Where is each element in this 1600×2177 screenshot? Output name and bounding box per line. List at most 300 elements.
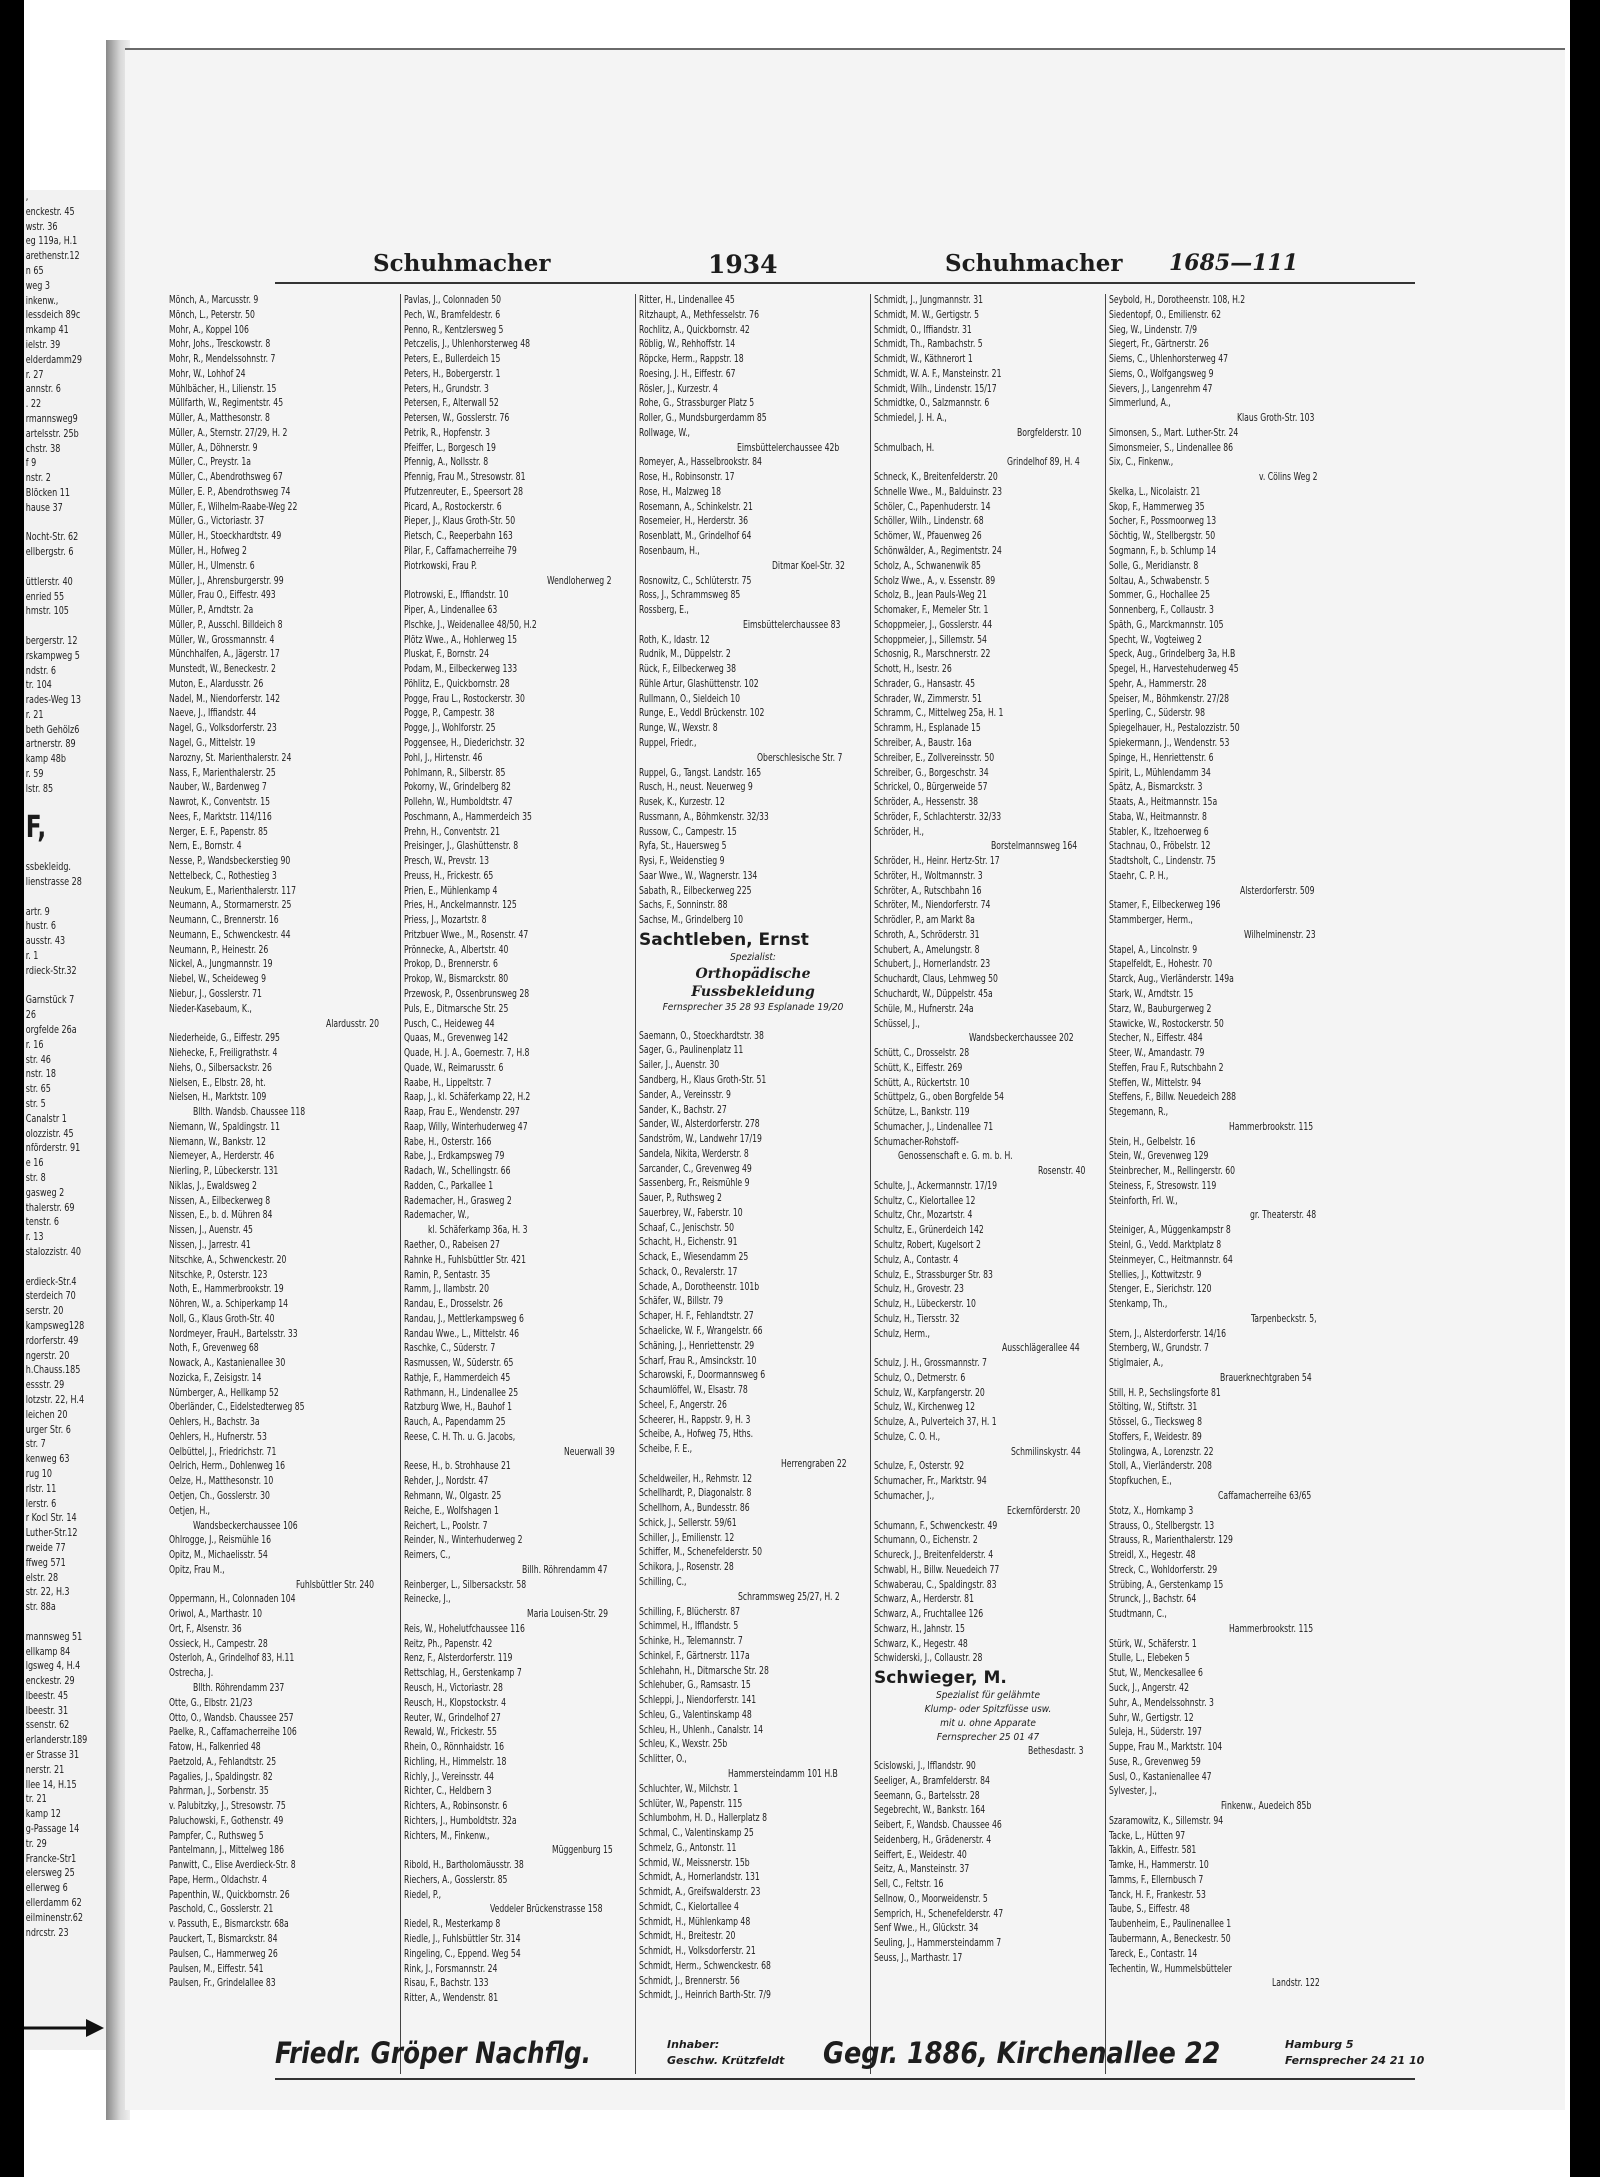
entry-text: Schwiderski, J., Collaustr. 28	[874, 1653, 983, 1665]
entry-text: Schüssel, J.,	[874, 1018, 920, 1030]
entry-text: Munstedt, W., Beneckestr. 2	[169, 664, 276, 676]
directory-entry	[639, 767, 867, 782]
entry-text: Nissen, E., b. d. Mühren 84	[169, 1210, 273, 1222]
entry-text: Strauss, R., Marienthalerstr. 129	[1109, 1535, 1233, 1547]
directory-entry	[169, 1800, 397, 1815]
directory-entry	[169, 781, 397, 796]
entry-text: Mönch, L., Peterstr. 50	[169, 309, 255, 321]
directory-entry	[639, 826, 867, 841]
entry-text: Radden, C., Parkallee 1	[404, 1180, 494, 1192]
advertiser-name: Schwieger, M.	[874, 1668, 1007, 1689]
entry-continuation	[404, 1564, 632, 1579]
fragment-line: kenweg 63	[25, 1453, 70, 1466]
entry-text: Pape, Herm., Oldachstr. 4	[169, 1874, 267, 1886]
advertiser-detail: Spezialist für gelähmte	[936, 1690, 1040, 1702]
entry-text: Stark, W., Arndtstr. 15	[1109, 988, 1194, 1000]
directory-entry	[169, 973, 397, 988]
entry-text: Scharowski, F., Doormannsweg 6	[639, 1370, 766, 1382]
directory-entry	[639, 1251, 867, 1266]
entry-text: Pogge, Frau L., Rostockerstr. 30	[404, 693, 525, 705]
entry-text: Techentin, W., Hummelsbütteler	[1109, 1963, 1232, 1975]
directory-entry	[874, 737, 1102, 752]
directory-entry	[874, 545, 1102, 560]
entry-text: Skop, F., Hammerweg 35	[1109, 501, 1205, 513]
entry-text: Roesing, J. H., Eiffestr. 67	[639, 368, 736, 380]
entry-text: Peters, H., Grundstr. 3	[404, 383, 489, 395]
directory-entry	[639, 486, 867, 501]
entry-text: Paetzold, A., Fehlandtstr. 25	[169, 1756, 277, 1768]
entry-text: Nass, F., Marienthalerstr. 25	[169, 767, 276, 779]
directory-entry	[874, 589, 1102, 604]
entry-text: Schiller, J., Emilienstr. 12	[639, 1532, 735, 1544]
directory-entry	[874, 1357, 1102, 1372]
fragment-line: ielstr. 39	[25, 338, 61, 351]
entry-text: Pahrman, J., Sorbenstr. 35	[169, 1786, 269, 1798]
directory-entry	[874, 870, 1102, 885]
entry-text: Poschmann, A., Hammerdeich 35	[404, 811, 532, 823]
directory-entry	[404, 1475, 632, 1490]
directory-entry	[639, 1133, 867, 1148]
directory-entry	[404, 397, 632, 412]
directory-entry	[169, 1416, 397, 1431]
directory-entry	[169, 1372, 397, 1387]
directory-entry	[169, 1475, 397, 1490]
directory-entry	[169, 678, 397, 693]
entry-text: Schilling, F., Blücherstr. 87	[639, 1606, 741, 1618]
entry-text: Raabe, H., Lippeltstr. 7	[404, 1077, 492, 1089]
entry-text: Müller, H., Stoeckhardtstr. 49	[169, 531, 282, 543]
fragment-line: str. 8	[25, 1172, 46, 1184]
directory-entry	[874, 1254, 1102, 1269]
entry-text: Schulz, H., Tiersstr. 32	[874, 1313, 960, 1325]
entry-text: Reiche, E., Wolfshagen 1	[404, 1505, 499, 1517]
directory-entry	[404, 722, 632, 737]
entry-text: Rösler, J., Kurzestr. 4	[639, 383, 718, 395]
entry-text: Paulsen, C., Hammerweg 26	[169, 1948, 278, 1960]
entry-text: Sogmann, F., b. Schlump 14	[1109, 546, 1217, 558]
entry-text: Sperling, C., Süderstr. 98	[1109, 708, 1205, 720]
entry-text: Müllfarth, W., Regimentstr. 45	[169, 398, 284, 410]
directory-entry	[874, 619, 1102, 634]
entry-text: Richly, J., Vereinsstr. 44	[404, 1771, 494, 1783]
advertisement-footer	[275, 2036, 1425, 2076]
entry-continuation	[1109, 1313, 1337, 1328]
entry-text: Ritzhaupt, A., Methfesselstr. 76	[639, 309, 759, 321]
entry-text: Reese, H., b. Strohhause 21	[404, 1461, 511, 1473]
entry-text: Suleja, H., Süderstr. 197	[1109, 1727, 1202, 1739]
directory-entry	[169, 648, 397, 663]
entry-text: Schmidt, Th., Rambachstr. 5	[874, 339, 983, 351]
entry-text: Rewald, W., Frickestr. 55	[404, 1727, 497, 1739]
directory-entry	[404, 1313, 632, 1328]
directory-entry	[1109, 634, 1337, 649]
directory-column-5	[1109, 294, 1337, 1992]
entry-text: Studtmann, C.,	[1109, 1609, 1167, 1621]
entry-text: Simmerlund, A.,	[1109, 398, 1171, 410]
directory-entry	[169, 1077, 397, 1092]
directory-entry	[1109, 1520, 1337, 1535]
directory-entry	[874, 353, 1102, 368]
directory-entry	[639, 1798, 867, 1813]
entry-text: Pfeiffer, L., Borgesch 19	[404, 442, 496, 454]
fragment-line: chstr. 38	[25, 442, 61, 455]
entry-text: Rosemeier, H., Herderstr. 36	[639, 516, 748, 528]
directory-entry	[639, 648, 867, 663]
entry-text: Ruppel, Friedr.,	[639, 737, 697, 749]
directory-entry	[874, 1608, 1102, 1623]
entry-text: Stein, W., Grevenweg 129	[1109, 1151, 1209, 1163]
directory-entry	[639, 1148, 867, 1163]
entry-text: Reinder, N., Winterhuderweg 2	[404, 1535, 523, 1547]
entry-text: Preuss, H., Frickestr. 65	[404, 870, 494, 882]
directory-entry	[1109, 1830, 1337, 1845]
entry-text: Paluchowski, F., Gothenstr. 49	[169, 1815, 284, 1827]
entry-text: Caffamacherreihe 63/65	[1217, 1491, 1312, 1503]
fragment-line: elderdamm29	[25, 353, 83, 366]
entry-text: Russmann, A., Böhmkenstr. 32/33	[639, 811, 769, 823]
entry-text: Steinforth, Frl. W.,	[1109, 1195, 1178, 1207]
entry-text: Oberschlesische Str. 7	[757, 752, 843, 764]
fragment-line: h.Chauss.185	[25, 1364, 81, 1377]
directory-entry	[1109, 855, 1337, 870]
entry-text: Paulsen, M., Eiffestr. 541	[169, 1963, 264, 1975]
directory-entry	[1109, 1948, 1337, 1963]
entry-text: Steiniger, A., Müggenkampstr 8	[1109, 1225, 1231, 1237]
directory-entry	[1109, 1003, 1337, 1018]
entry-text: Niemeyer, A., Herderstr. 46	[169, 1151, 275, 1163]
entry-text: Schoppmeier, J., Sillemstr. 54	[874, 634, 987, 646]
directory-entry	[874, 796, 1102, 811]
directory-entry	[169, 1431, 397, 1446]
entry-text: Stadtsholt, C., Lindenstr. 75	[1109, 856, 1216, 868]
entry-text: Schuchardt, W., Düppelstr. 45a	[874, 988, 993, 1000]
fragment-line: 26	[25, 1009, 36, 1022]
advertiser-detail: Spezialist:	[730, 951, 776, 963]
entry-text: Schellhorn, A., Bundesstr. 86	[639, 1503, 750, 1515]
directory-entry	[404, 1018, 632, 1033]
entry-text: Opitz, Frau M.,	[169, 1564, 225, 1576]
entry-text: Narozny, St. Marienthalerstr. 24	[169, 752, 292, 764]
entry-continuation	[404, 1844, 632, 1859]
entry-text: Noth, F., Grevenweg 68	[169, 1343, 259, 1355]
advertiser-specialty: Orthopädische	[695, 965, 811, 982]
directory-entry	[639, 1207, 867, 1222]
entry-text: Runge, W., Wexstr. 8	[639, 723, 718, 735]
directory-entry	[169, 456, 397, 471]
directory-entry	[874, 1475, 1102, 1490]
entry-text: Tamke, H., Hammerstr. 10	[1109, 1860, 1209, 1872]
entry-text: Stürk, W., Schäferstr. 1	[1109, 1638, 1197, 1650]
entry-text: Romeyer, A., Hasselbrookstr. 84	[639, 457, 762, 469]
entry-text: Strauss, O., Stellbergstr. 13	[1109, 1520, 1215, 1532]
entry-text: Skelka, L., Nicolaistr. 21	[1109, 486, 1201, 498]
directory-entry	[169, 826, 397, 841]
directory-entry	[169, 663, 397, 678]
entry-text: Radach, W., Schellingstr. 66	[404, 1166, 511, 1178]
fragment-line: tr. 21	[25, 1793, 47, 1806]
entry-text: Schubert, A., Amelungstr. 8	[874, 944, 980, 956]
fragment-line: leichen 20	[25, 1408, 68, 1421]
fragment-line: artelsstr. 25b	[25, 427, 79, 440]
directory-entry	[1109, 781, 1337, 796]
directory-entry	[874, 781, 1102, 796]
directory-entry	[1109, 1032, 1337, 1047]
directory-entry	[639, 1044, 867, 1059]
directory-entry	[169, 545, 397, 560]
entry-text: Schmal, C., Valentinskamp 25	[639, 1828, 754, 1840]
directory-entry	[1109, 1771, 1337, 1786]
directory-entry	[874, 914, 1102, 929]
directory-entry	[639, 1738, 867, 1753]
entry-text: Alardusstr. 20	[325, 1018, 379, 1030]
entry-continuation	[169, 1579, 397, 1594]
directory-entry	[874, 1623, 1102, 1638]
directory-entry	[1109, 1874, 1337, 1889]
entry-text: Schulz, O., Detmerstr. 6	[874, 1372, 966, 1384]
fragment-line: inkenw.,	[25, 294, 59, 307]
directory-entry	[1109, 1062, 1337, 1077]
directory-entry	[169, 1534, 397, 1549]
directory-entry	[1109, 722, 1337, 737]
fragment-line: artr. 9	[25, 905, 50, 918]
directory-entry	[639, 471, 867, 486]
entry-text: Noth, E., Hammerbrookstr. 19	[169, 1284, 284, 1296]
directory-entry	[169, 870, 397, 885]
entry-text: Rose, H., Robinsonstr. 17	[639, 472, 735, 484]
entry-text: Seuling, J., Hammersteindamm 7	[874, 1938, 1002, 1950]
entry-text: Seybold, H., Dorotheenstr. 108, H.2	[1109, 295, 1246, 306]
directory-entry	[404, 589, 632, 604]
directory-entry	[874, 826, 1102, 841]
entry-text: Nitschke, A., Schwenckestr. 20	[169, 1254, 287, 1266]
directory-entry	[874, 1922, 1102, 1937]
entry-text: Pluskat, F., Bornstr. 24	[404, 649, 489, 661]
entry-text: Schack, E., Wiesendamm 25	[639, 1252, 749, 1264]
entry-text: Sassenberg, Fr., Reismühle 9	[639, 1178, 750, 1190]
entry-text: Schlumbohm, H. D., Hallerplatz 8	[639, 1813, 768, 1825]
directory-entry	[169, 1785, 397, 1800]
entry-text: Rasmussen, W., Süderstr. 65	[404, 1358, 514, 1370]
directory-column-2	[404, 294, 632, 2007]
entry-text: Steffen, Frau F., Rutschbahn 2	[1109, 1062, 1224, 1074]
entry-text: Sylvester, J.,	[1109, 1786, 1157, 1798]
entry-text: Rink, J., Forsmannstr. 24	[404, 1963, 498, 1975]
directory-entry	[1109, 1416, 1337, 1431]
entry-text: Schack, O., Revalerstr. 17	[639, 1266, 738, 1278]
directory-entry	[404, 1150, 632, 1165]
entry-text: Schilling, C.,	[639, 1577, 687, 1589]
fragment-line	[24, 979, 95, 994]
entry-text: Schimmel, H., Ifflandstr. 5	[639, 1621, 739, 1633]
entry-text: Ramin, P., Sentastr. 35	[404, 1269, 491, 1281]
directory-entry	[874, 885, 1102, 900]
entry-text: Müller, A., Döhnerstr. 9	[169, 442, 258, 454]
directory-entry	[404, 1726, 632, 1741]
directory-entry	[169, 752, 397, 767]
fragment-line: er Strasse 31	[25, 1749, 80, 1762]
entry-text: Schleu, K., Wexstr. 25b	[639, 1739, 728, 1751]
directory-entry	[639, 1118, 867, 1133]
directory-entry	[169, 471, 397, 486]
entry-text: Schnelle Wwe., M., Balduinstr. 23	[874, 486, 1003, 498]
fragment-line: f 9	[25, 457, 37, 470]
entry-text: Simonsmeier, S., Lindenallee 86	[1109, 442, 1234, 454]
directory-entry	[639, 1059, 867, 1074]
entry-continuation	[1109, 929, 1337, 944]
entry-text: Randau, J., Mettlerkampsweg 6	[404, 1313, 524, 1325]
entry-text: Nawrot, K., Conventstr. 15	[169, 797, 270, 809]
directory-entry	[639, 324, 867, 339]
directory-entry	[874, 1136, 1102, 1151]
entry-text: Hammerbrookstr. 115	[1228, 1623, 1313, 1635]
entry-text: Tareck, E., Contastr. 14	[1109, 1948, 1198, 1960]
directory-entry	[874, 338, 1102, 353]
directory-entry	[1109, 1269, 1337, 1284]
entry-text: Pollehn, W., Humboldtstr. 47	[404, 797, 513, 809]
directory-entry	[404, 988, 632, 1003]
directory-entry	[639, 1325, 867, 1340]
entry-text: Rathje, F., Hammerdeich 45	[404, 1372, 511, 1384]
entry-text: Stapel, A., Lincolnstr. 9	[1109, 944, 1198, 956]
directory-entry	[404, 1623, 632, 1638]
directory-entry	[169, 1874, 397, 1889]
fragment-line: lstr. 85	[25, 782, 54, 795]
entry-text: Schulz, H., Lübeckerstr. 10	[874, 1299, 976, 1311]
fragment-line: annstr. 6	[25, 383, 61, 396]
entry-text: Ostrecha, J.	[169, 1668, 214, 1680]
directory-entry	[874, 1908, 1102, 1923]
directory-entry	[169, 1948, 397, 1963]
directory-entry	[1109, 1579, 1337, 1594]
directory-entry	[169, 1608, 397, 1623]
entry-text: Müller, F., Wilhelm-Raabe-Weg 22	[169, 501, 298, 513]
directory-entry	[874, 1209, 1102, 1224]
directory-column-1	[169, 294, 397, 1992]
directory-entry	[1109, 383, 1337, 398]
entry-text: Russow, C., Campestr. 15	[639, 826, 737, 838]
entry-text: Müller, C., Abendrothsweg 67	[169, 472, 283, 484]
entry-text: Semprich, H., Schenefelderstr. 47	[874, 1908, 1004, 1920]
directory-entry	[169, 1652, 397, 1667]
entry-text: Ohlrogge, J., Reismühle 16	[169, 1535, 272, 1547]
entry-text: Sander, A., Vereinsstr. 9	[639, 1089, 731, 1101]
directory-entry	[639, 899, 867, 914]
directory-entry	[169, 840, 397, 855]
entry-text: Riechers, A., Gosslerstr. 85	[404, 1874, 508, 1886]
entry-text: Mohr, A., Koppel 106	[169, 324, 249, 336]
fragment-line: bergerstr. 12	[25, 634, 78, 647]
directory-entry	[169, 1638, 397, 1653]
entry-text: Nickel, A., Jungmannstr. 19	[169, 959, 273, 971]
entry-text: Rehder, J., Nordstr. 47	[404, 1476, 489, 1488]
directory-entry	[639, 1089, 867, 1104]
fragment-line: enckestr. 45	[25, 205, 75, 218]
directory-entry	[404, 767, 632, 782]
entry-continuation	[874, 1505, 1102, 1520]
entry-text: Stolingwa, A., Lorenzstr. 22	[1109, 1446, 1214, 1458]
entry-text: Schröder, F., Schlachterstr. 32/33	[874, 811, 1002, 823]
entry-text: Nagel, G., Volksdorferstr. 23	[169, 723, 277, 735]
entry-text: Senf Wwe., H., Glückstr. 34	[874, 1923, 979, 1935]
fragment-line: ellbergstr. 6	[25, 546, 74, 559]
entry-text: Schulz, H., Grovestr. 23	[874, 1284, 964, 1296]
entry-text: Stenger, E., Sierichstr. 120	[1109, 1284, 1212, 1296]
entry-text: Ryfa, St., Hauersweg 5	[639, 841, 727, 853]
fragment-line: rlstr. 11	[25, 1482, 57, 1495]
entry-text: Suse, R., Grevenweg 59	[1109, 1756, 1201, 1768]
directory-entry	[639, 1960, 867, 1975]
directory-entry	[639, 1177, 867, 1192]
entry-text: Speiser, M., Böhmkenstr. 27/28	[1109, 693, 1230, 705]
fragment-line	[24, 1615, 95, 1630]
directory-entry	[1109, 1564, 1337, 1579]
entry-continuation	[404, 1446, 632, 1461]
directory-entry	[404, 486, 632, 501]
entry-text: Alsterdorferstr. 509	[1240, 885, 1315, 897]
directory-entry	[874, 1775, 1102, 1790]
directory-entry	[874, 412, 1102, 427]
entry-text: Rabe, H., Osterstr. 166	[404, 1136, 492, 1148]
directory-entry	[404, 1948, 632, 1963]
directory-entry	[639, 1576, 867, 1591]
directory-entry	[874, 648, 1102, 663]
entry-text: Röpcke, Herm., Rappstr. 18	[639, 354, 744, 366]
entry-text: Stecher, N., Eiffestr. 484	[1109, 1033, 1203, 1045]
directory-entry	[404, 368, 632, 383]
entry-text: Streck, C., Wohldorferstr. 29	[1109, 1564, 1218, 1576]
entry-continuation	[1109, 412, 1337, 427]
directory-entry	[169, 294, 397, 309]
entry-text: Steiness, F., Stresowstr. 119	[1109, 1180, 1217, 1192]
entry-text: Neumann, E., Schwenckestr. 44	[169, 929, 291, 941]
fragment-line: llee 14, H.15	[25, 1778, 77, 1791]
entry-text: Schmidt, O., Iffiandstr. 31	[874, 324, 972, 336]
entry-text: Noll, G., Klaus Groth-Str. 40	[169, 1313, 275, 1325]
fragment-line: enckestr. 29	[25, 1675, 75, 1688]
entry-text: Müller, A., Sternstr. 27/29, H. 2	[169, 427, 288, 439]
directory-entry	[169, 560, 397, 575]
directory-entry	[169, 1062, 397, 1077]
entry-text: Nesse, P., Wandsbeckerstieg 90	[169, 856, 291, 868]
entry-text: Schulze, C. O. H.,	[874, 1431, 941, 1443]
entry-continuation	[639, 560, 867, 575]
directory-entry	[169, 944, 397, 959]
entry-text: Taube, S., Eiffestr. 48	[1109, 1904, 1190, 1916]
entry-text: Bllth. Röhrendamm 237	[193, 1682, 285, 1694]
directory-entry	[169, 1844, 397, 1859]
directory-entry	[1109, 397, 1337, 412]
entry-continuation	[169, 1682, 397, 1697]
directory-entry	[404, 1416, 632, 1431]
directory-entry	[1109, 545, 1337, 560]
directory-entry	[639, 1355, 867, 1370]
entry-text: Schrader, G., Hansastr. 45	[874, 678, 976, 690]
entry-text: Ruppel, G., Tangst. Landstr. 165	[639, 767, 762, 779]
directory-entry	[1109, 840, 1337, 855]
entry-text: Mohr, R., Mendelssohnstr. 7	[169, 354, 276, 366]
entry-text: Schaumlöffel, W., Elsastr. 78	[639, 1385, 748, 1397]
directory-entry	[1109, 1283, 1337, 1298]
entry-text: Pauckert, T., Bismarckstr. 84	[169, 1933, 278, 1945]
entry-text: Staba, W., Heitmannstr. 8	[1109, 811, 1207, 823]
directory-entry	[1109, 707, 1337, 722]
entry-text: Ort, F., Alsenstr. 36	[169, 1623, 242, 1635]
directory-entry	[639, 1916, 867, 1931]
entry-continuation	[404, 1224, 632, 1239]
entry-text: Prokop, D., Brennerstr. 6	[404, 959, 498, 971]
directory-entry	[874, 604, 1102, 619]
entry-text: Prönnecke, A., Albertstr. 40	[404, 944, 509, 956]
